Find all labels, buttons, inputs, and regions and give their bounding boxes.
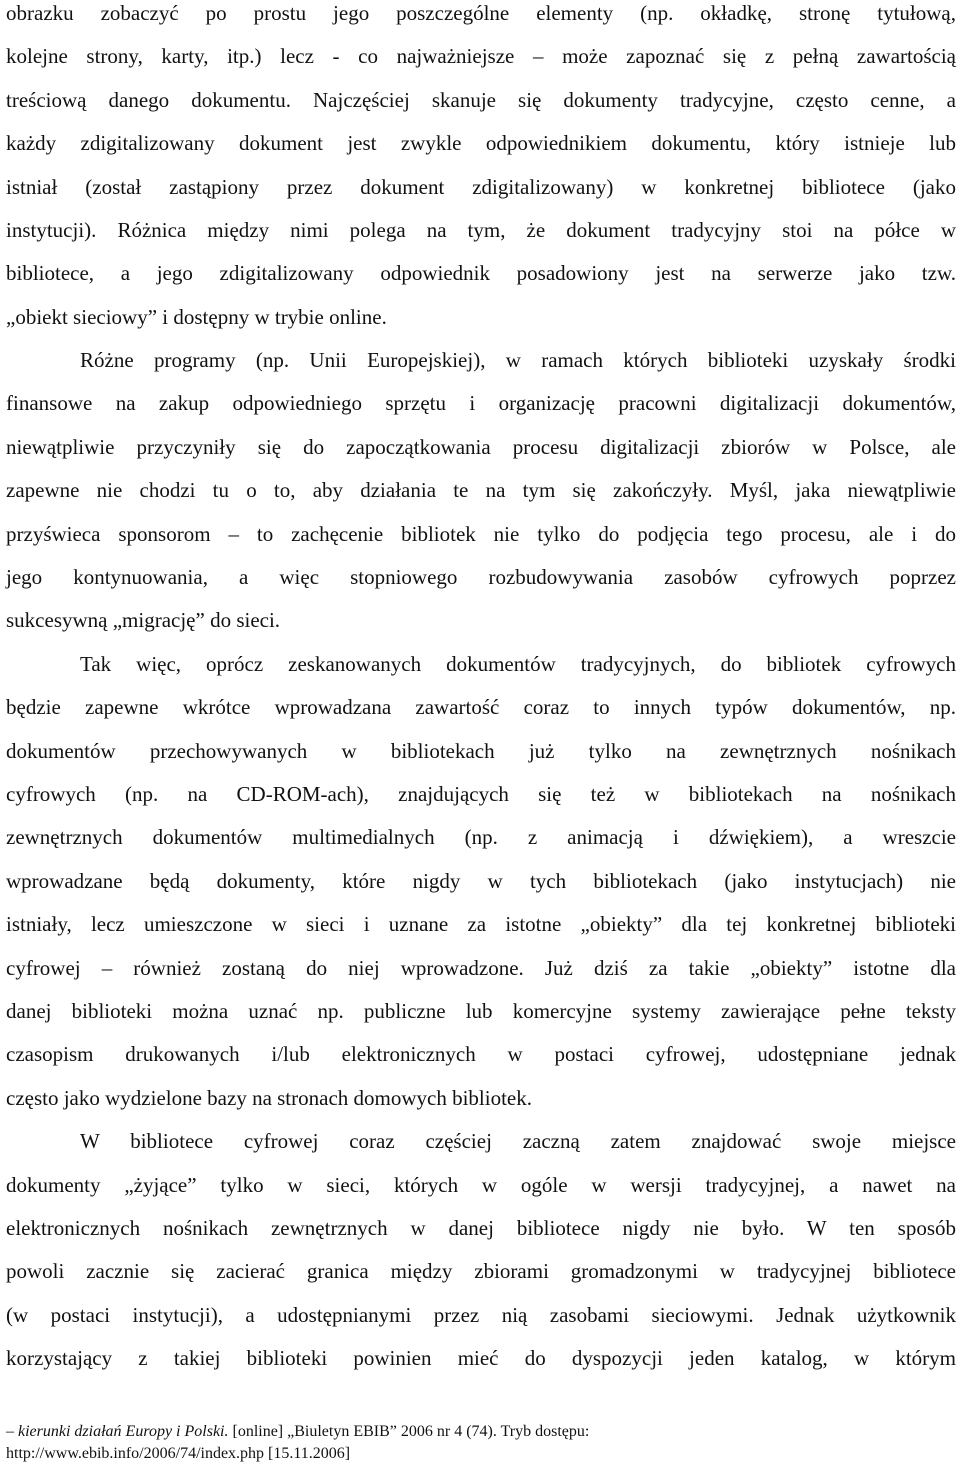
footnote-dash: – — [6, 1423, 14, 1440]
text-line: czasopism drukowanych i/lub elektronicznych w postaci cyfrowej, udostępniane jednak — [6, 1042, 956, 1066]
footnote-title: kierunki działań Europy i Polski. — [18, 1423, 229, 1440]
text-line: bibliotece, a jego zdigitalizowany odpowiednik posadowiony jest na serwerze jako tzw. — [6, 261, 956, 285]
text-line: często jako wydzielone bazy na stronach domowych bibliotek. — [6, 1086, 533, 1110]
text-line: cyfrowych (np. na CD-ROM-ach), znajdujących się też w bibliotekach na nośnikach — [6, 782, 956, 806]
text-line: wprowadzane będą dokumenty, które nigdy w tych bibliotekach (jako instytucjach) nie — [6, 869, 956, 893]
footnote-url[interactable]: http://www.ebib.info/2006/74/index.php [15.11.2006] — [6, 1445, 351, 1462]
paragraph-first-line: Różne programy (np. Unii Europejskiej), w ramach których biblioteki uzyskały środki — [80, 348, 956, 372]
text-line: istniał (został zastąpiony przez dokument zdigitalizowany) w konkretnej bibliotece (jako — [6, 175, 956, 199]
text-line: danej biblioteki można uznać np. publiczne lub komercyjne systemy zawierające pełne teksty — [6, 999, 956, 1023]
text-line: przyświeca sponsorom – to zachęcenie bibliotek nie tylko do podjęcia tego procesu, ale i do — [6, 522, 956, 546]
text-line: niewątpliwie przyczyniły się do zapoczątkowania procesu digitalizacji zbiorów w Polsce, ale — [6, 435, 956, 459]
text-line: cyfrowej – również zostaną do niej wprowadzone. Już dziś za takie „obiekty” istotne dla — [6, 956, 956, 980]
text-line: finansowe na zakup odpowiedniego sprzętu i organizację pracowni digitalizacji dokumentów, — [6, 391, 956, 415]
text-line: instytucji). Różnica między nimi polega na tym, że dokument tradycyjny stoi na półce w — [6, 218, 956, 242]
text-line: kolejne strony, karty, itp.) lecz - co najważniejsze – może zapoznać się z pełną zawartością — [6, 44, 956, 68]
text-line: istniały, lecz umieszczone w sieci i uznane za istotne „obiekty” dla tej konkretnej biblioteki — [6, 912, 956, 936]
text-line: każdy zdigitalizowany dokument jest zwykle odpowiednikiem dokumentu, który istnieje lub — [6, 131, 956, 155]
text-line: (w postaci instytucji), a udostępnianymi przez nią zasobami sieciowymi. Jednak użytkownik — [6, 1303, 956, 1327]
text-line: powoli zacznie się zacierać granica między zbiorami gromadzonymi w tradycyjnej bibliotece — [6, 1259, 956, 1283]
text-line: treściową danego dokumentu. Najczęściej skanuje się dokumenty tradycyjne, często cenne, a — [6, 88, 956, 112]
text-line: „obiekt sieciowy” i dostępny w trybie online. — [6, 305, 387, 329]
text-line: dokumentów przechowywanych w bibliotekach już tylko na zewnętrznych nośnikach — [6, 739, 956, 763]
footnote-line — [6, 1422, 589, 1442]
footnote-source: [online] „Biuletyn EBIB” 2006 nr 4 (74). Tryb dostępu: — [232, 1423, 590, 1440]
text-line: dokumenty „żyjące” tylko w sieci, których w ogóle w wersji tradycyjnej, a nawet na — [6, 1173, 956, 1197]
text-line: będzie zapewne wkrótce wprowadzana zawartość coraz to innych typów dokumentów, np. — [6, 695, 956, 719]
text-line: elektronicznych nośnikach zewnętrznych w danej bibliotece nigdy nie było. W ten sposób — [6, 1216, 956, 1240]
text-line: zapewne nie chodzi tu o to, aby działania te na tym się zakończyły. Myśl, jaka niewątpliwie — [6, 478, 956, 502]
text-line: zewnętrznych dokumentów multimedialnych (np. z animacją i dźwiękiem), a wreszcie — [6, 825, 956, 849]
text-line: korzystający z takiej biblioteki powinien mieć do dyspozycji jeden katalog, w którym — [6, 1346, 956, 1370]
paragraph-first-line: W bibliotece cyfrowej coraz częściej zaczną zatem znajdować swoje miejsce — [80, 1129, 956, 1153]
text-line: sukcesywną „migrację” do sieci. — [6, 608, 281, 632]
paragraph-first-line: Tak więc, oprócz zeskanowanych dokumentów tradycyjnych, do bibliotek cyfrowych — [80, 652, 956, 676]
text-line: jego kontynuowania, a więc stopniowego rozbudowywania zasobów cyfrowych poprzez — [6, 565, 956, 589]
text-line: obrazku zobaczyć po prostu jego poszczególne elementy (np. okładkę, stronę tytułową, — [6, 1, 956, 25]
